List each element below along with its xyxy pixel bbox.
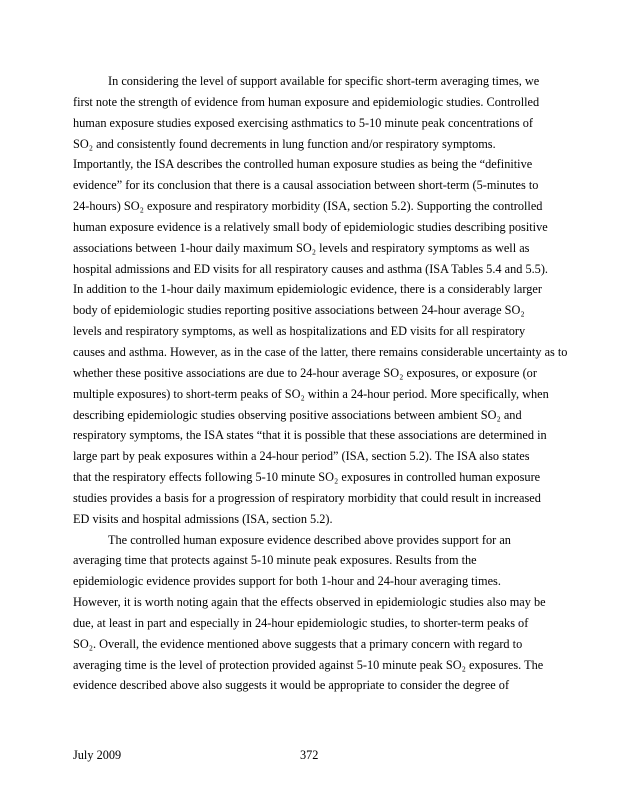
paragraph-2-line: SO₂. Overall, the evidence mentioned above suggests that a primary concern with regard to — [73, 636, 523, 651]
paragraph-1-line: ED visits and hospital admissions (ISA, section 5.2). — [73, 511, 333, 526]
paragraph-1-line: human exposure studies exposed exercising asthmatics to 5-10 minute peak concentrations of — [73, 115, 533, 130]
paragraph-1-line: In considering the level of support available for specific short-term averaging times, we — [108, 74, 540, 88]
paragraph-1-line: SO₂ and consistently found decrements in lung function and/or respiratory symptoms. — [73, 136, 496, 151]
paragraph-1-line: associations between 1-hour daily maximum SO₂ levels and respiratory symptoms as well as — [73, 240, 530, 255]
paragraph-2-line: averaging time that protects against 5-10 minute peak exposures. Results from the — [73, 553, 477, 568]
paragraph-1-line: body of epidemiologic studies reporting positive associations between 24-hour average SO₂ — [73, 303, 525, 318]
paragraph-2-line: averaging time is the level of protection provided against 5-10 minute peak SO₂ exposures. The — [73, 657, 544, 672]
paragraph-1-line: that the respiratory effects following 5-10 minute SO₂ exposures in controlled human exposure — [73, 470, 541, 485]
paragraph-1-line: describing epidemiologic studies observing positive associations between ambient SO₂ and — [73, 407, 522, 422]
paragraph-2-line: due, at least in part and especially in 24-hour epidemiologic studies, to shorter-term peaks of — [73, 615, 529, 630]
paragraph-2-line: epidemiologic evidence provides support for both 1-hour and 24-hour averaging times. — [73, 574, 501, 589]
footer-date: July 2009 — [73, 748, 122, 762]
paragraph-2-line: evidence described above also suggests it would be appropriate to consider the degree of — [73, 678, 510, 693]
footer-page-number: 372 — [300, 748, 319, 762]
paragraph-1-line: levels and respiratory symptoms, as well as hospitalizations and ED visits for all respiratory — [73, 324, 526, 339]
paragraph-1-line: evidence” for its conclusion that there is a causal association between short-term (5-minutes to — [73, 178, 539, 193]
paragraph-1-line: Importantly, the ISA describes the controlled human exposure studies as being the “definitive — [73, 157, 533, 172]
paragraph-1-line: human exposure evidence is a relatively small body of epidemiologic studies describing positive — [73, 219, 548, 234]
paragraph-1-line: multiple exposures) to short-term peaks of SO₂ within a 24-hour period. More specifically, when — [73, 386, 549, 401]
paragraph-2-line: However, it is worth noting again that the effects observed in epidemiologic studies also may be — [73, 595, 546, 610]
paragraph-1-line: causes and asthma. However, as in the case of the latter, there remains considerable uncertainty as to — [73, 344, 568, 359]
paragraph-1-line: whether these positive associations are due to 24-hour average SO₂ exposures, or exposure (or — [73, 365, 537, 380]
paragraph-1-line: first note the strength of evidence from human exposure and epidemiologic studies. Controlled — [73, 94, 540, 109]
paragraph-1-line: In addition to the 1-hour daily maximum epidemiologic evidence, there is a considerably larger — [73, 282, 542, 297]
paragraph-1-line: 24-hours) SO₂ exposure and respiratory morbidity (ISA, section 5.2). Supporting the controlled — [73, 199, 543, 214]
paragraph-1-line: respiratory symptoms, the ISA states “that it is possible that these associations are determined in — [73, 428, 547, 443]
paragraph-1-line: hospital admissions and ED visits for all respiratory causes and asthma (ISA Tables 5.4 and 5.5). — [73, 261, 548, 276]
paragraph-2-line: The controlled human exposure evidence described above provides support for an — [108, 532, 511, 547]
paragraph-1-line: large part by peak exposures within a 24-hour period” (ISA, section 5.2). The ISA also states — [73, 449, 530, 464]
paragraph-1-line: studies provides a basis for a progression of respiratory morbidity that could result in increased — [73, 490, 541, 505]
body-text — [73, 71, 568, 696]
